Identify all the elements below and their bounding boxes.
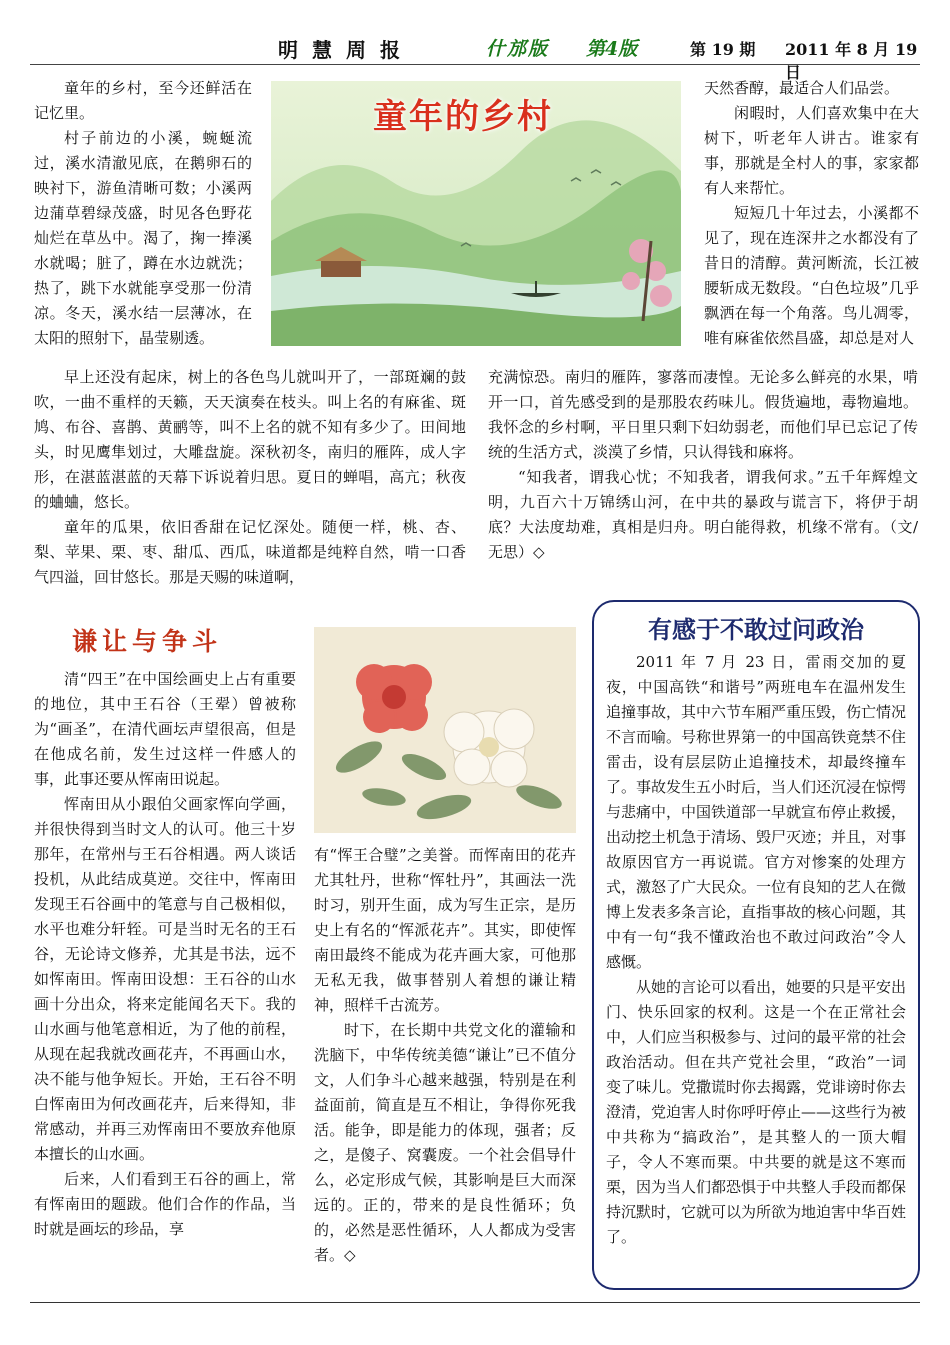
paragraph: 童年的瓜果，依旧香甜在记忆深处。随便一样，桃、杏、梨、苹果、栗、枣、甜瓜、西瓜，味道都是纯粹自然，啃一口香气四溢，回甘悠长。那是天赐的味道啊， bbox=[34, 518, 466, 586]
article1-bottom-left bbox=[34, 365, 466, 590]
issue-date: 2011 年 8 月 19 日 bbox=[785, 40, 918, 82]
paragraph: 恽南田从小跟伯父画家恽向学画，并很快得到当时文人的认可。他三十岁那年，在常州与王石谷相遇。两人谈话投机，从此结成莫逆。交往中，恽南田发现王石谷画中的笔意与自己极相似，水平也难分轩轾。可是当时无名的王石谷，无论诗文修养，尤其是书法，远不如恽南田。恽南田设想：王石谷的山水画十分出众，将来定能闻名天下。我的山水画与他笔意相近，为了他的前程，从现在起我就改画花卉，不再画山水，决不能与他争短长。开始，王石谷不明白恽南田为何改画花卉，后来得知，非常感动，并再三劝恽南田不要放弃他原本擅长的山水画。 bbox=[34, 795, 296, 1163]
paragraph: 后来，人们看到王石谷的画上，常有恽南田的题跋。他们合作的作品，当时就是画坛的珍品，享 bbox=[34, 1170, 296, 1238]
paragraph: 天然香醇，最适合人们品尝。 bbox=[704, 79, 900, 97]
page-header bbox=[30, 34, 920, 82]
paragraph: 早上还没有起床，树上的各色鸟儿就叫开了，一部斑斓的鼓吹，一曲不重样的天籁，天天演奏在枝头。叫上名的有麻雀、斑鸠、布谷、喜鹊、黄鹂等，叫不上名的就不知有多少了。田间地头，时见鹰隼划过，大雕盘旋。深秋初冬，南归的雁阵，成人字形，在湛蓝湛蓝的天幕下诉说着归思。夏日的蝉唱，高亢；秋夜的蛐蛐，悠长。 bbox=[34, 368, 466, 511]
paragraph: “知我者，谓我心忧；不知我者，谓我何求。”五千年辉煌文明，九百六十万锦绣山河，在中共的暴政与谎言下，将伊于胡底？大法度劫难，真相是归舟。明白能得救，机缘不常有。（文/无思）◇ bbox=[488, 468, 918, 561]
article1-left-column bbox=[34, 76, 252, 351]
article1-right-column bbox=[704, 76, 919, 351]
paragraph: 闲暇时，人们喜欢集中在大树下，听老年人讲古。谁家有事，那就是全村人的事，家家都有人来帮忙。 bbox=[704, 104, 919, 197]
page-label: 第4版 bbox=[586, 38, 638, 60]
edition-label: 什邡版 bbox=[486, 38, 550, 60]
article2-title: 谦让与争斗 bbox=[72, 627, 223, 656]
paragraph: 2011 年 7 月 23 日，雷雨交加的夏夜，中国高铁“和谐号”两班电车在温州发生追撞事故，其中六节车厢严重压毁，伤亡情况不言而喻。号称世界第一的中国高铁竟禁不住雷击，设有层层防止追撞技术，却最终撞车了。事故发生五小时后，当人们还沉浸在惊愕与悲痛中，中国铁道部一早就宣布停止救援，出动挖土机急于清场、毁尸灭迹；并且，对事故原因官方一再说谎。官方对惨案的处理方式，激怒了广大民众。一位有良知的艺人在微博上发表多条言论，直指事故的核心问题，其中有一句“我不懂政治也不敢过问政治”令人感慨。 bbox=[606, 653, 907, 971]
masthead: 明慧周报 bbox=[278, 38, 414, 62]
footer-rule bbox=[30, 1302, 920, 1303]
header-rule bbox=[30, 64, 920, 65]
article1-bottom-right bbox=[488, 365, 918, 565]
article2-left-column bbox=[34, 667, 296, 1242]
paragraph: 清“四王”在中国绘画史上占有重要的地位，其中王石谷（王翚）曾被称为“画圣”，在清代画坛声望很高，但是在他成名前，发生过这样一件感人的事，此事还要从恽南田说起。 bbox=[34, 670, 296, 788]
article2-right-column bbox=[314, 843, 576, 1268]
village-landscape-image bbox=[271, 81, 681, 346]
peony-painting-image bbox=[314, 627, 576, 833]
paragraph: 有“恽王合璧”之美誉。而恽南田的花卉尤其牡丹，世称“恽牡丹”，其画法一洗时习，别开生面，成为写生正宗，是历史上有名的“恽派花卉”。其实，即使恽南田最终不能成为花卉画大家，可他那无私无我，做事替别人着想的谦让精神，照样千古流芳。 bbox=[314, 846, 576, 1014]
paragraph: 时下，在长期中共党文化的灌输和洗脑下，中华传统美德“谦让”已不值分文，人们争斗心越来越强，特别是在利益面前，简直是互不相让，争得你死我活。能争，即是能力的体现，强者；反之，是傻子、窝囊废。一个社会倡导什么，必定形成气候，其影响是巨大而深远的。正的，带来的是良性循环；负的，必然是恶性循环，人人都成为受害者。◇ bbox=[314, 1021, 576, 1264]
paragraph: 充满惊恐。南归的雁阵，寥落而凄惶。无论多么鲜亮的水果，啃开一口，首先感受到的是那股农药味儿。假货遍地，毒物遍地。我怀念的乡村啊，平日里只剩下妇幼弱老，而他们早已忘记了传统的生活方式，淡漠了乡情，只认得钱和麻将。 bbox=[488, 368, 918, 461]
paragraph: 从她的言论可以看出，她要的只是平安出门、快乐回家的权利。这是一个在正常社会中，人们应当积极参与、过问的最平常的社会政治活动。但在共产党社会里，“政治”一词变了味儿。党撒谎时你去揭露，党诽谤时你去澄清，党迫害人时你呼吁停止——这些行为被中共称为“搞政治”，是其整人的一顶大帽子，令人不寒而栗。中共要的就是这不寒而栗，因为当人们都恐惧于中共整人手段而都保持沉默时，它就可以为所欲为地迫害中华百姓了。 bbox=[606, 978, 907, 1246]
paragraph: 短短几十年过去，小溪都不见了，现在连深井之水都没有了昔日的清醇。黄河断流，长江被腰斩成无数段。“白色垃圾”几乎飘洒在每一个角落。鸟儿凋零，唯有麻雀依然昌盛，却总是对人 bbox=[704, 204, 919, 347]
paragraph: 童年的乡村，至今还鲜活在记忆里。 bbox=[34, 79, 252, 122]
paragraph: 村子前边的小溪，蜿蜒流过，溪水清澈见底，在鹅卵石的映衬下，游鱼清晰可数；小溪两边蒲草碧绿茂盛，时见各色野花灿烂在草丛中。渴了，掬一捧溪水就喝；脏了，蹲在水边就洗；热了，跳下水就能享受那一份清凉。冬天，溪水结一层薄冰，在太阳的照射下，晶莹剔透。 bbox=[34, 129, 252, 347]
article3-title: 有感于不敢过问政治 bbox=[648, 616, 864, 644]
article3-body bbox=[606, 650, 906, 1250]
issue-number: 第 19 期 bbox=[690, 40, 756, 59]
article1-title: 童年的乡村 bbox=[373, 97, 553, 137]
